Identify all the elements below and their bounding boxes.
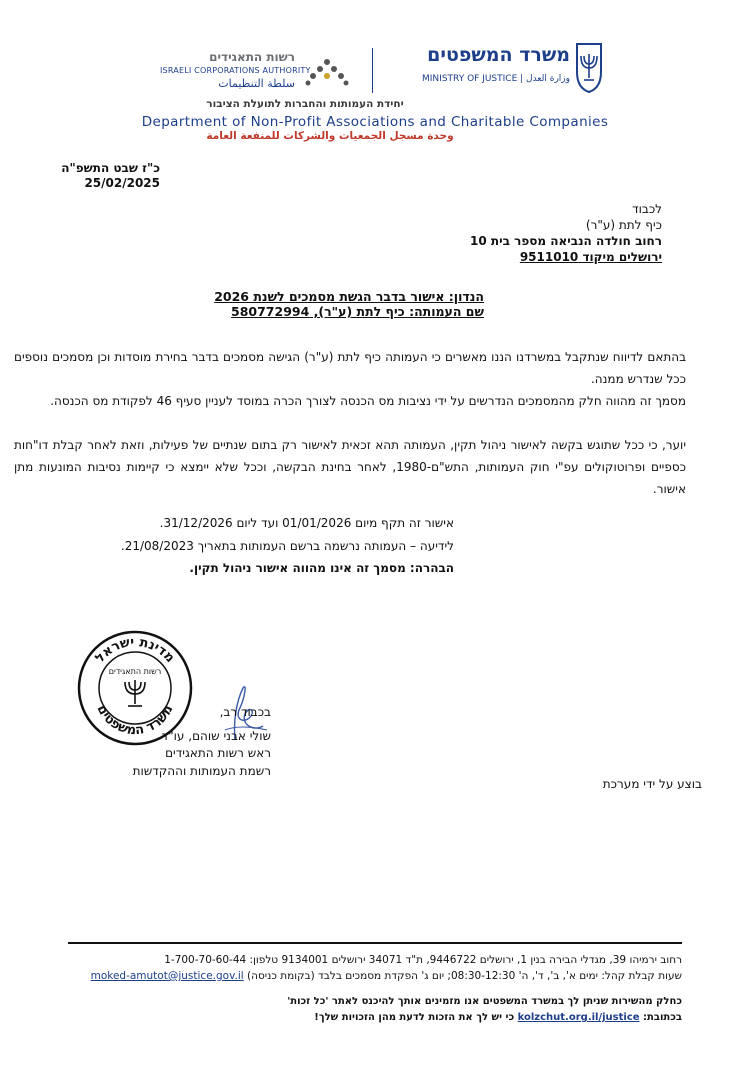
addressee-to: לכבוד <box>632 202 662 216</box>
menorah-emblem-icon <box>573 42 605 94</box>
kolzchut-link[interactable]: kolzchut.org.il/justice <box>517 1012 640 1023</box>
footer-address: רחוב ירמיהו 39, מגדלי הבירה בנין 1, ירושלים 9446722, ת"ד 34071 ירושלים 9134001 טלפון: 1-700-70-60-44 <box>164 954 682 966</box>
footer-email-link[interactable]: moked-amutot@justice.gov.il <box>90 970 244 982</box>
association-name-line: שם העמותה: כיף לתת (ע"ר), 580772994 <box>231 304 484 319</box>
footer-rights-suffix: כי יש לך את הזכות לדעת מהן הזכויות שלך! <box>314 1012 515 1023</box>
date-hebrew: כ"ז שבט התשפ"ה <box>61 161 160 175</box>
footer-rights-line: כחלק מהשירות שניתן לך במשרד המשפטים אנו מזמינים אותך להיכנס לאתר 'כל זכות' <box>287 996 682 1007</box>
stamp-inner-text: רשות התאגידים <box>108 667 162 676</box>
date-gregorian: 25/02/2025 <box>84 176 160 190</box>
ministry-name-he: משרד המשפטים <box>427 44 570 66</box>
signature-regards: בכבוד רב, <box>219 705 271 719</box>
authority-name-ar: سلطة التنظيمات <box>218 77 295 90</box>
corporations-authority-logo-icon <box>305 58 349 86</box>
stamp-bottom-text: משרד המשפטים <box>93 702 177 739</box>
footer-divider <box>68 942 682 944</box>
stamp-outer-text: מדינת ישראל <box>92 634 178 666</box>
body-paragraph: בהתאם לדיווח שנתקבל במשרדנו הננו מאשרים כי העמותה כיף לתת (ע"ר) הגישה מסמכים בדבר בחירת מוסדות וכן מסמכים נוספים ככל שנדרש ממנה. <box>14 350 686 386</box>
validity-period: אישור זה תקף מיום 01/01/2026 ועד ליום 31/12/2026. <box>159 516 454 530</box>
footer-hours: שעות קבלת קהל: ימים א', ב', ד', ה' 08:30-12:30; יום ג' הפקדת מסמכים בלבד (בקומת כניסה) <box>247 970 682 982</box>
performed-by-note: בוצע על ידי מערכת <box>602 777 702 791</box>
unit-name-en: Department of Non-Profit Associations and Charitable Companies <box>141 114 609 130</box>
authority-name-he: רשות התאגידים <box>209 50 295 64</box>
authority-name-en: ISRAELI CORPORATIONS AUTHORITY <box>160 66 311 75</box>
addressee-street: רחוב חולדה הנביאה מספר בית 10 <box>470 234 662 248</box>
body-paragraph: מסמך זה מהווה חלק מהמסמכים הנדרשים על ידי נציבות מס הכנסה לצורך הכרה במוסד לעניין סעיף 46 לפקודת מס הכנסה. <box>50 394 686 408</box>
body-paragraph: יוער, כי ככל שתוגש בקשה לאישור ניהול תקין, העמותה תהא זכאית לאישור רק בתום שנתיים של פעילות, וזאת לאחר קבלת דו"חות כספיים ופרוטוקולים עפ"י חוק העמותות, התש"ם-1980, לאחר בחינת הבקשה, וככל שלא יימצא כי קיימות נסיבות המונעות מתן אישור. <box>14 438 686 496</box>
registration-note: לידיעה – העמותה נרשמה ברשם העמותות בתאריך 21/08/2023. <box>120 539 454 553</box>
footer-rights-prefix: בכתובת: <box>643 1012 682 1023</box>
unit-name-ar: وحدة مسجل الجمعيات والشركات للمنفعة العامة <box>206 130 454 142</box>
signatory-name: שולי אבני שוהם, עו"ד <box>161 729 271 743</box>
addressee-city: ירושלים מיקוד 9511010 <box>519 250 662 264</box>
ministry-name-sub: MINISTRY OF JUSTICE | وزارة العدل <box>422 74 570 84</box>
header-divider <box>372 48 373 93</box>
signatory-title: ראש רשות התאגידים <box>165 746 271 760</box>
addressee-name: כיף לתת (ע"ר) <box>585 218 662 232</box>
clarification-note: הבהרה: מסמך זה אינו מהווה אישור ניהול תקין. <box>189 561 454 575</box>
unit-name-he: יחידת העמותות והחברות לתועלת הציבור <box>206 98 404 110</box>
subject-line: הנדון: אישור בדבר הגשת מסמכים לשנת 2026 <box>214 289 484 304</box>
signatory-title: רשמת העמותות וההקדשות <box>132 764 271 778</box>
footer-contact <box>42 970 682 982</box>
footer-rights-link-line <box>42 1012 682 1023</box>
